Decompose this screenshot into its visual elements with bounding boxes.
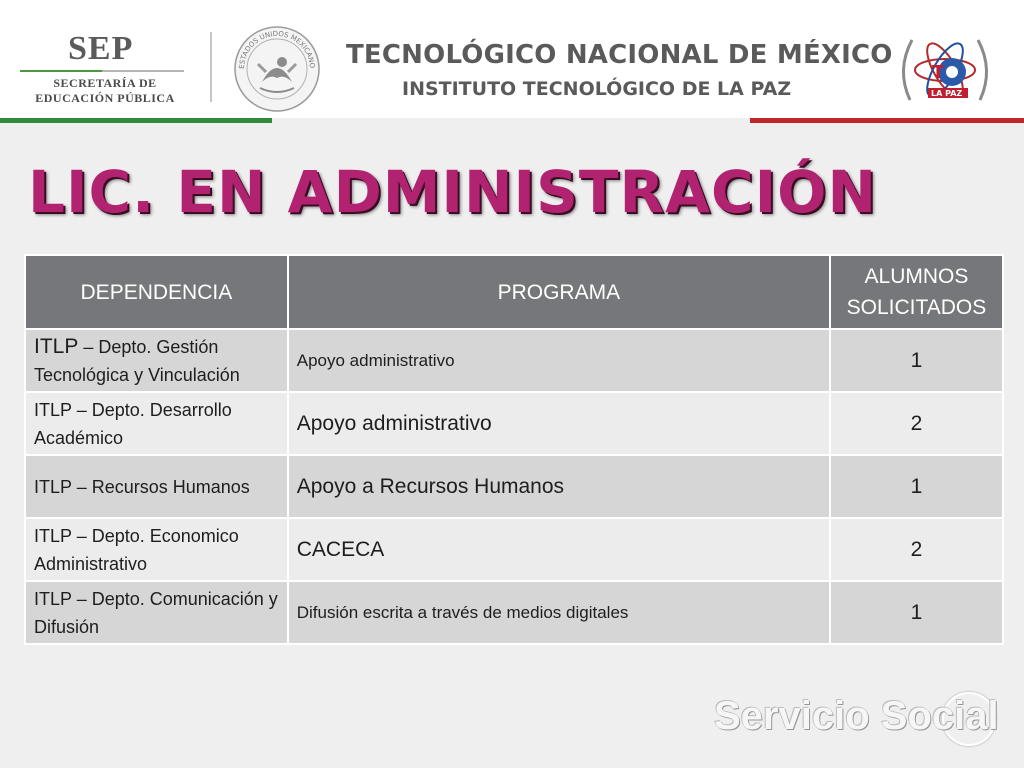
cell-dependencia: ITLP – Depto. Comunicación y Difusión [25, 581, 288, 644]
cell-alumnos: 1 [830, 581, 1003, 644]
cell-dependencia: ITLP – Depto. Economico Administrativo [25, 518, 288, 581]
cell-programa: CACECA [288, 518, 830, 581]
slide-title: LIC. EN ADMINISTRACIÓN [28, 158, 878, 226]
cell-programa: Apoyo administrativo [288, 392, 830, 455]
programs-table [24, 254, 1004, 645]
itlp-logo-icon [890, 30, 1000, 110]
itlp-logo-text: LA PAZ [931, 89, 963, 98]
table-row [25, 455, 1003, 518]
dependencia-rest: – Depto. Gestión Tecnológica y Vinculación [34, 336, 240, 385]
sep-logo [20, 30, 190, 110]
mexico-seal-icon [232, 24, 322, 114]
svg-text:T: T [932, 62, 945, 83]
cell-dependencia [25, 329, 288, 392]
cell-alumnos: 2 [830, 392, 1003, 455]
header-alumnos-line2: SOLICITADOS [846, 296, 987, 319]
header-divider [210, 32, 212, 102]
cell-alumnos: 2 [830, 518, 1003, 581]
cell-alumnos: 1 [830, 455, 1003, 518]
cell-programa: Apoyo administrativo [288, 329, 830, 392]
cell-alumnos: 1 [830, 329, 1003, 392]
flag-stripe-green [0, 118, 272, 123]
sep-rule-gray [102, 70, 184, 72]
header-alumnos-line1: ALUMNOS [864, 265, 969, 288]
header-programa: PROGRAMA [288, 255, 830, 329]
table-row [25, 392, 1003, 455]
header-alumnos [830, 255, 1003, 329]
sep-line-2: EDUCACIÓN PÚBLICA [35, 91, 175, 105]
flag-stripe-red [750, 118, 1024, 123]
campus-name: INSTITUTO TECNOLÓGICO DE LA PAZ [402, 78, 792, 100]
sep-rule-green [20, 70, 102, 72]
cell-dependencia: ITLP – Recursos Humanos [25, 455, 288, 518]
table-row [25, 518, 1003, 581]
cell-programa: Apoyo a Recursos Humanos [288, 455, 830, 518]
seal-text: ESTADOS UNIDOS MEXICANO [237, 29, 317, 70]
header-banner [0, 0, 1024, 118]
table-row [25, 329, 1003, 392]
sep-line-1: SECRETARÍA DE [53, 76, 157, 90]
table-row [25, 581, 1003, 644]
sep-acronym: SEP [68, 30, 134, 67]
institution-name: TECNOLÓGICO NACIONAL DE MÉXICO [346, 40, 893, 70]
servicio-social-watermark: Servicio Social [714, 694, 999, 738]
cell-dependencia: ITLP – Depto. Desarrollo Académico [25, 392, 288, 455]
dependencia-prefix: ITLP [34, 334, 79, 358]
cell-programa: Difusión escrita a través de medios digitales [288, 581, 830, 644]
table-header-row [25, 255, 1003, 329]
header-dependencia: DEPENDENCIA [25, 255, 288, 329]
